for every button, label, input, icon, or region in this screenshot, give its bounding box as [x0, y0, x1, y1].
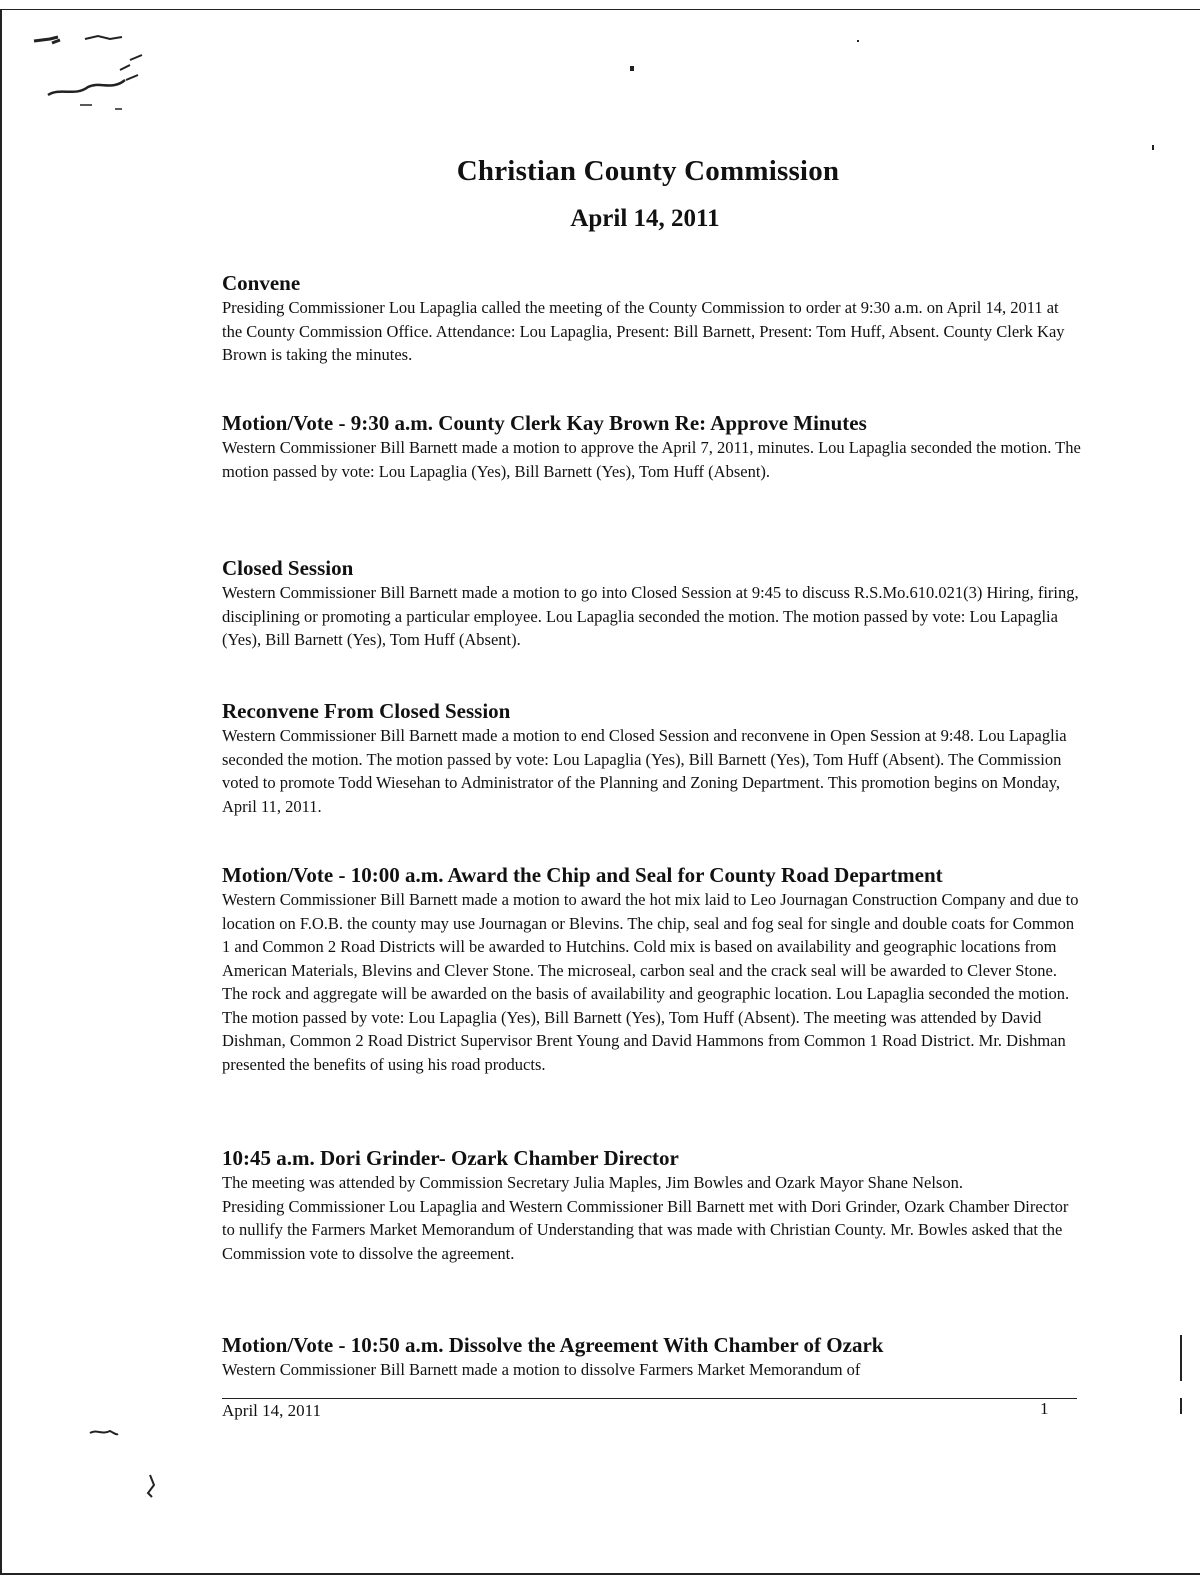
scan-edge-left	[0, 9, 2, 1574]
section-heading: Motion/Vote - 10:00 a.m. Award the Chip and Seal for County Road Department	[222, 863, 943, 887]
document-date: April 14, 2011	[570, 205, 720, 232]
section-heading: Reconvene From Closed Session	[222, 699, 511, 723]
section-body: Western Commissioner Bill Barnett made a motion to dissolve Farmers Market Memorandum of	[222, 1360, 861, 1379]
scan-speck	[857, 40, 859, 42]
section-approve-minutes	[222, 410, 1082, 483]
section-heading: 10:45 a.m. Dori Grinder- Ozark Chamber Director	[222, 1146, 679, 1170]
section-heading: Closed Session	[222, 556, 354, 580]
section-body: Western Commissioner Bill Barnett made a motion to end Closed Session and reconvene in Open Session at 9:48. Lou Lapaglia seconded the motion. The motion passed by vote: Lou Lapaglia (Yes), Bill Barnett (Yes), Tom Huff (Absent). The Commission voted to promote Todd Wiesehan to Administrator of the Planning and Zoning Department. This promotion begins on Monday, April 11, 2011.	[222, 726, 1067, 816]
section-heading: Motion/Vote - 10:50 a.m. Dissolve the Agreement With Chamber of Ozark	[222, 1333, 884, 1357]
page-number: 1	[1040, 1399, 1049, 1418]
section-chip-and-seal	[222, 862, 1082, 1076]
scan-speck	[630, 66, 634, 71]
margin-line-mark	[1180, 1335, 1182, 1381]
section-body: Western Commissioner Bill Barnett made a motion to approve the April 7, 2011, minutes. Lou Lapaglia seconded the motion. The motion passed by vote: Lou Lapaglia (Yes), Bill Barnett (Yes), Tom Huff (Absent).	[222, 438, 1081, 481]
page-title: Christian County Commission	[456, 155, 840, 187]
scan-edge-bottom	[0, 1573, 1200, 1575]
section-body: Presiding Commissioner Lou Lapaglia and Western Commissioner Bill Barnett met with Dori Grinder, Ozark Chamber Director to nullify the Farmers Market Memorandum of Understanding that was made with Christian County. Mr. Bowles asked that the Commission vote to dissolve the agreement.	[222, 1196, 1069, 1263]
section-convene	[222, 270, 1082, 367]
section-heading: Motion/Vote - 9:30 a.m. County Clerk Kay Brown Re: Approve Minutes	[222, 411, 867, 435]
handwritten-mark-top-left	[30, 25, 150, 120]
section-ozark-chamber	[222, 1145, 1082, 1265]
section-body: Presiding Commissioner Lou Lapaglia called the meeting of the County Commission to order at 9:30 a.m. on April 14, 2011 at the County Commission Office. Attendance: Lou Lapaglia, Present: Bill Barnett, Present: Tom Huff, Absent. County Clerk Kay Brown is taking the minutes.	[222, 298, 1065, 364]
margin-line-mark	[1180, 1398, 1182, 1414]
section-heading: Convene	[222, 271, 301, 295]
section-reconvene	[222, 698, 1082, 818]
footer-rule	[222, 1398, 1077, 1399]
section-body: Western Commissioner Bill Barnett made a motion to award the hot mix laid to Leo Journagan Construction Company and due to location on F.O.B. the county may use Journagan or Blevins. The chip, seal and fog seal for single and double coats for Common 1 and Common 2 Road Districts will be awarded to Hutchins. Cold mix is based on availability and geographic locations from American Materials, Blevins and Clever Stone. The microseal, carbon seal and the crack seal will be awarded to Clever Stone. The rock and aggregate will be awarded on the basis of availability and geographic location. Lou Lapaglia seconded the motion. The motion passed by vote: Lou Lapaglia (Yes), Bill Barnett (Yes), Tom Huff (Absent). The meeting was attended by David Dishman, Common 2 Road District Supervisor Brent Young and David Hammons from Common 1 Road District. Mr. Dishman presented the benefits of using his road products.	[222, 890, 1079, 1074]
section-dissolve-agreement	[222, 1332, 883, 1382]
section-body: Western Commissioner Bill Barnett made a motion to go into Closed Session at 9:45 to discuss R.S.Mo.610.021(3) Hiring, firing, disciplining or promoting a particular employee. Lou Lapaglia seconded the motion. The motion passed by vote: Lou Lapaglia (Yes), Bill Barnett (Yes), Tom Huff (Absent).	[222, 583, 1079, 649]
section-closed-session	[222, 555, 1082, 652]
scan-edge-top	[0, 9, 1200, 10]
handwritten-mark-bottom-left	[88, 1425, 178, 1510]
scan-speck	[1152, 145, 1154, 150]
section-body: The meeting was attended by Commission Secretary Julia Maples, Jim Bowles and Ozark Mayor Shane Nelson.	[222, 1173, 963, 1192]
footer-date: April 14, 2011	[222, 1401, 322, 1420]
